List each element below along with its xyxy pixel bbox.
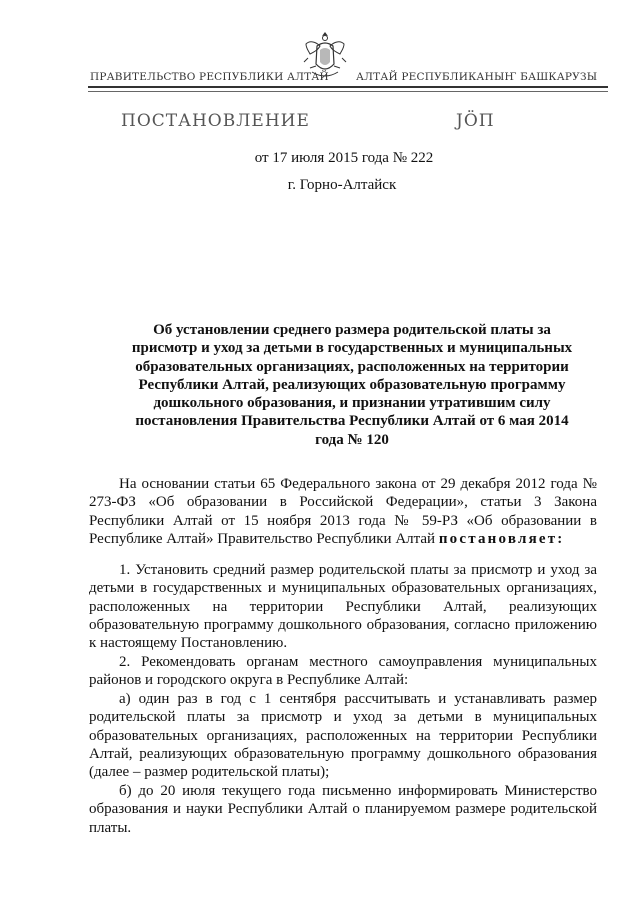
document-date-number: от 17 июля 2015 года № 222 <box>254 150 434 166</box>
document-title: Об установлении среднего размера родительской платы за присмотр и уход за детьми в государственных и муниципальных образовательных организациях, расположенных на территории Республики Алтай, реализующих образовательную программу дошкольного образования, и признании утратившим силу постановления Правительства Республики Алтай от 6 мая 2014 года № 120 <box>131 322 573 448</box>
header-rule-thick <box>88 86 608 88</box>
legal-basis-paragraph <box>89 475 597 548</box>
header-rule-thin <box>88 91 608 92</box>
header-right-government-altai: АЛТАЙ РЕСПУБЛИКАНЫҤ БАШКАРУЗЫ <box>356 71 598 83</box>
paragraph-2b: б) до 20 июля текущего года письменно информировать Министерство образования и науки Республики Алтай о планируемом размере родительской платы. <box>89 783 597 836</box>
document-kind-russian: ПОСТАНОВЛЕНИЕ <box>121 111 310 131</box>
document-kind-altai: JӦП <box>456 111 495 131</box>
paragraph-2a: а) один раз в год с 1 сентября рассчитывать и устанавливать размер родительской платы за присмотр и уход за детьми в муниципальных образовательных организациях, расположенных на территории Республики Алтай, реализующих образовательную программу дошкольного образования (далее – размер родительской платы); <box>89 691 597 781</box>
paragraph-2: 2. Рекомендовать органам местного самоуправления муниципальных районов и городского округа в Республике Алтай: <box>89 654 597 689</box>
resolves-word: постановляет: <box>438 530 565 547</box>
legal-basis-text: На основании статьи 65 Федерального закона от 29 декабря 2012 года № 273-ФЗ «Об образовании в Российской Федерации», статьи 3 Закона Республики Алтай от 15 ноября 2013 года № 59-РЗ «Об образовании в Республике Алтай» Правительство Республики Алтай <box>89 476 597 547</box>
paragraph-1: 1. Установить средний размер родительской платы за присмотр и уход за детьми в государственных и муниципальных образовательных организациях, расположенных на территории Республики Алтай, реализующих образовательную программу дошкольного образования, согласно приложению к настоящему Постановлению. <box>89 562 597 652</box>
header-left-government: ПРАВИТЕЛЬСТВО РЕСПУБЛИКИ АЛТАЙ <box>90 71 329 83</box>
document-city: г. Горно-Алтайск <box>287 177 397 193</box>
